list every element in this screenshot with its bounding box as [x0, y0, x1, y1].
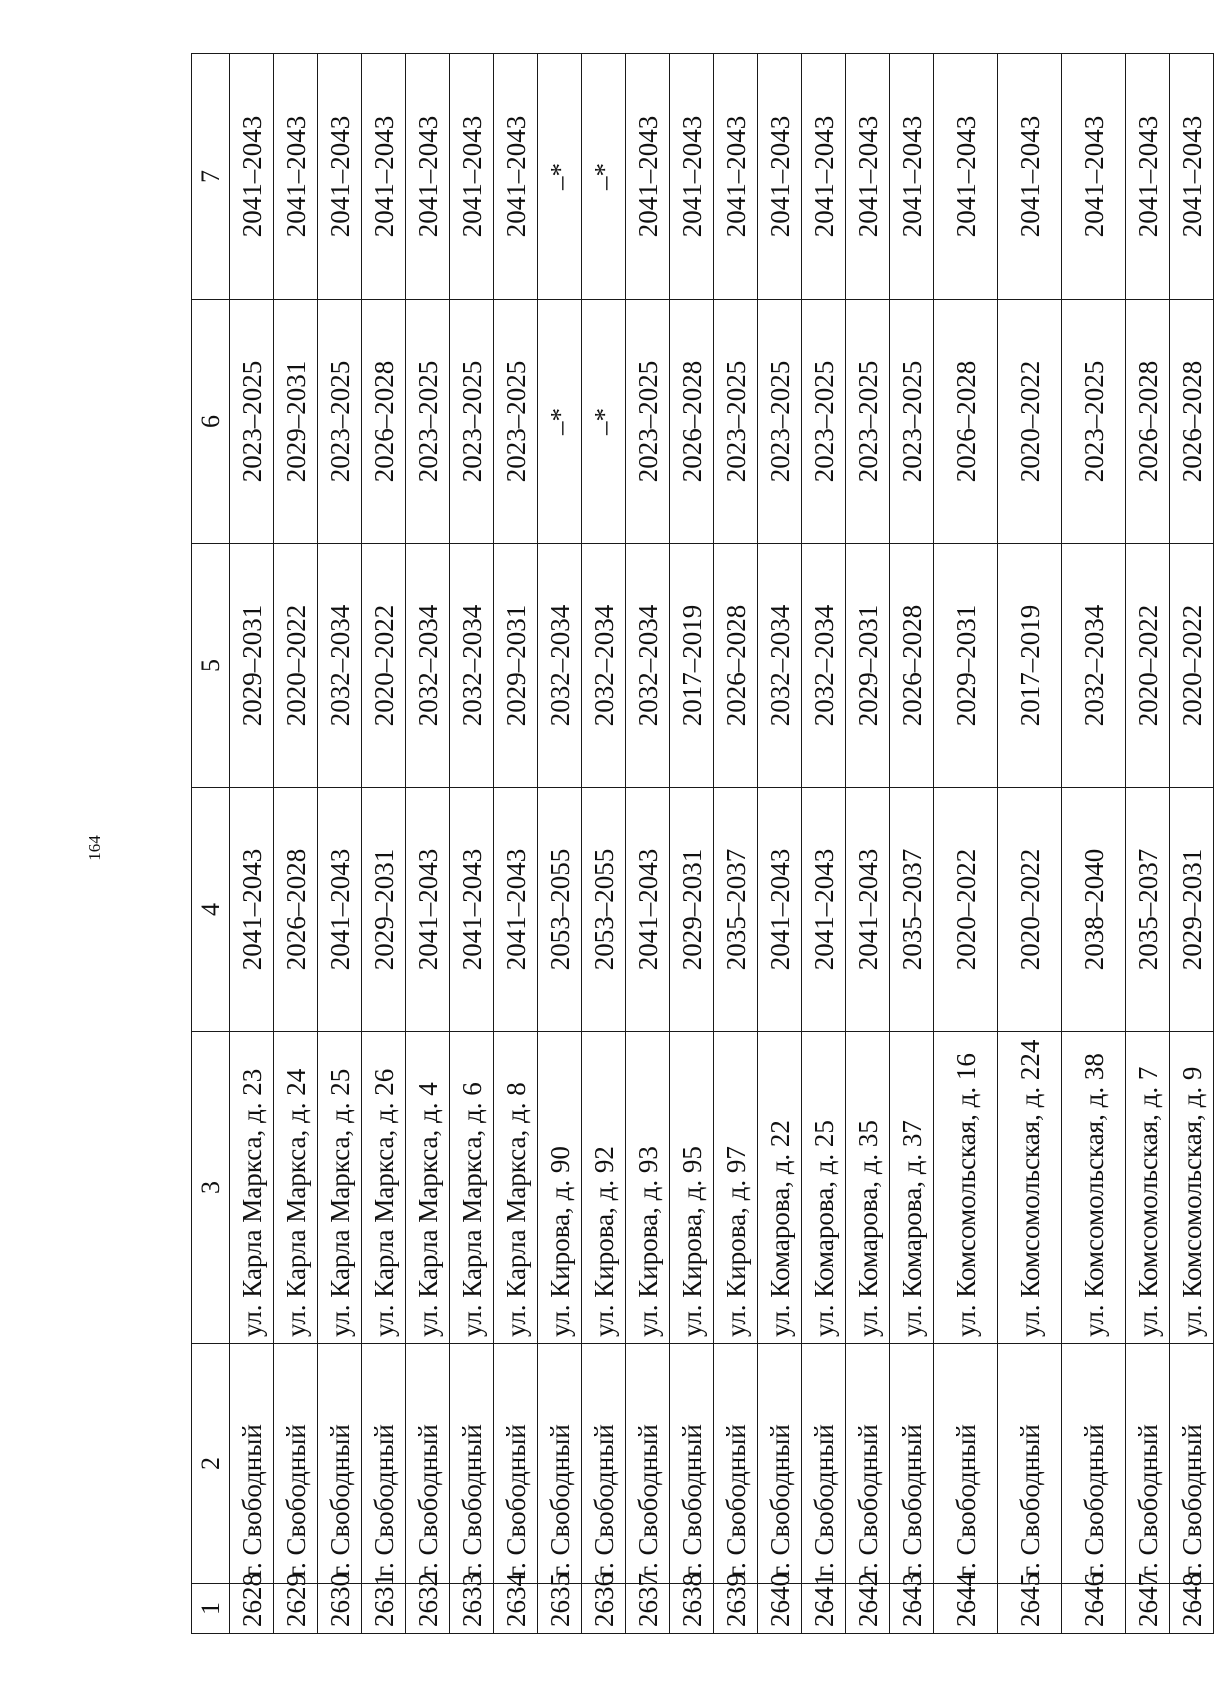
city-cell: г. Свободный [1126, 1344, 1170, 1584]
city-cell: г. Свободный [934, 1344, 998, 1584]
period-col4-cell: 2041–2043 [846, 788, 890, 1032]
period-col6-cell: 2026–2028 [934, 300, 998, 544]
period-col4-cell: 2035–2037 [890, 788, 934, 1032]
period-col7-cell: 2041–2043 [758, 54, 802, 300]
period-col5-cell: 2020–2022 [1170, 544, 1214, 788]
period-col6-cell: 2020–2022 [998, 300, 1062, 544]
register-table-container [191, 54, 1207, 1634]
address-cell: ул. Комсомольская, д. 224 [998, 1032, 1062, 1344]
period-col7-cell: 2041–2043 [802, 54, 846, 300]
period-col5-cell: 2032–2034 [802, 544, 846, 788]
table-row [846, 54, 890, 1634]
table-row [758, 54, 802, 1634]
period-col4-cell: 2029–2031 [1170, 788, 1214, 1032]
address-cell: ул. Карла Маркса, д. 4 [406, 1032, 450, 1344]
period-col6-cell: 2023–2025 [1062, 300, 1126, 544]
table-row [934, 54, 998, 1634]
period-col6-cell: 2023–2025 [494, 300, 538, 544]
period-col6-cell: 2023–2025 [714, 300, 758, 544]
period-col4-cell: 2041–2043 [758, 788, 802, 1032]
period-col4-cell: 2053–2055 [538, 788, 582, 1032]
period-col4-cell: 2038–2040 [1062, 788, 1126, 1032]
period-col5-cell: 2029–2031 [494, 544, 538, 788]
period-col6-cell: –* [538, 300, 582, 544]
address-cell: ул. Комарова, д. 37 [890, 1032, 934, 1344]
period-col7-cell: 2041–2043 [670, 54, 714, 300]
city-cell: г. Свободный [538, 1344, 582, 1584]
period-col6-cell: 2023–2025 [626, 300, 670, 544]
table-row [450, 54, 494, 1634]
city-cell: г. Свободный [714, 1344, 758, 1584]
row-number: 2642 [846, 1584, 890, 1634]
period-col7-cell: 2041–2043 [362, 54, 406, 300]
table-row [1062, 54, 1126, 1634]
city-cell: г. Свободный [450, 1344, 494, 1584]
period-col6-cell: 2023–2025 [450, 300, 494, 544]
row-number: 2628 [230, 1584, 274, 1634]
period-col4-cell: 2041–2043 [494, 788, 538, 1032]
row-number: 2629 [274, 1584, 318, 1634]
city-cell: г. Свободный [274, 1344, 318, 1584]
period-col4-cell: 2020–2022 [998, 788, 1062, 1032]
table-row [1170, 54, 1214, 1634]
address-cell: ул. Комарова, д. 25 [802, 1032, 846, 1344]
period-col4-cell: 2053–2055 [582, 788, 626, 1032]
period-col6-cell: 2023–2025 [406, 300, 450, 544]
header-cell-3: 3 [192, 1032, 230, 1344]
period-col4-cell: 2029–2031 [670, 788, 714, 1032]
table-row [582, 54, 626, 1634]
header-cell-6: 6 [192, 300, 230, 544]
address-cell: ул. Карла Маркса, д. 8 [494, 1032, 538, 1344]
table-row [494, 54, 538, 1634]
address-cell: ул. Комарова, д. 35 [846, 1032, 890, 1344]
period-col6-cell: 2026–2028 [362, 300, 406, 544]
period-col5-cell: 2020–2022 [1126, 544, 1170, 788]
address-cell: ул. Комсомольская, д. 38 [1062, 1032, 1126, 1344]
period-col7-cell: 2041–2043 [450, 54, 494, 300]
address-cell: ул. Кирова, д. 92 [582, 1032, 626, 1344]
period-col5-cell: 2032–2034 [450, 544, 494, 788]
period-col5-cell: 2032–2034 [1062, 544, 1126, 788]
period-col4-cell: 2035–2037 [714, 788, 758, 1032]
period-col6-cell: 2023–2025 [846, 300, 890, 544]
row-number: 2632 [406, 1584, 450, 1634]
period-col7-cell: 2041–2043 [890, 54, 934, 300]
period-col7-cell: 2041–2043 [998, 54, 1062, 300]
table-row [670, 54, 714, 1634]
row-number: 2645 [998, 1584, 1062, 1634]
row-number: 2638 [670, 1584, 714, 1634]
row-number: 2636 [582, 1584, 626, 1634]
period-col5-cell: 2029–2031 [934, 544, 998, 788]
period-col4-cell: 2020–2022 [934, 788, 998, 1032]
row-number: 2646 [1062, 1584, 1126, 1634]
address-cell: ул. Кирова, д. 90 [538, 1032, 582, 1344]
period-col4-cell: 2035–2037 [1126, 788, 1170, 1032]
period-col6-cell: 2029–2031 [274, 300, 318, 544]
period-col4-cell: 2029–2031 [362, 788, 406, 1032]
row-number: 2634 [494, 1584, 538, 1634]
row-number: 2631 [362, 1584, 406, 1634]
period-col7-cell: 2041–2043 [494, 54, 538, 300]
period-col7-cell: 2041–2043 [934, 54, 998, 300]
table-row [802, 54, 846, 1634]
period-col6-cell: 2026–2028 [1126, 300, 1170, 544]
period-col6-cell: 2026–2028 [1170, 300, 1214, 544]
row-number: 2641 [802, 1584, 846, 1634]
period-col4-cell: 2041–2043 [318, 788, 362, 1032]
address-cell: ул. Кирова, д. 97 [714, 1032, 758, 1344]
address-cell: ул. Комсомольская, д. 7 [1126, 1032, 1170, 1344]
table-row [274, 54, 318, 1634]
period-col4-cell: 2041–2043 [406, 788, 450, 1032]
period-col7-cell: –* [582, 54, 626, 300]
period-col5-cell: 2020–2022 [274, 544, 318, 788]
city-cell: г. Свободный [846, 1344, 890, 1584]
table-row [538, 54, 582, 1634]
table-row [406, 54, 450, 1634]
address-cell: ул. Карла Маркса, д. 23 [230, 1032, 274, 1344]
period-col7-cell: –* [538, 54, 582, 300]
period-col4-cell: 2041–2043 [626, 788, 670, 1032]
city-cell: г. Свободный [670, 1344, 714, 1584]
table-row [714, 54, 758, 1634]
period-col7-cell: 2041–2043 [626, 54, 670, 300]
period-col7-cell: 2041–2043 [230, 54, 274, 300]
city-cell: г. Свободный [890, 1344, 934, 1584]
header-cell-7: 7 [192, 54, 230, 300]
period-col5-cell: 2026–2028 [714, 544, 758, 788]
period-col4-cell: 2026–2028 [274, 788, 318, 1032]
city-cell: г. Свободный [1170, 1344, 1214, 1584]
period-col7-cell: 2041–2043 [714, 54, 758, 300]
table-row [998, 54, 1062, 1634]
city-cell: г. Свободный [998, 1344, 1062, 1584]
address-cell: ул. Карла Маркса, д. 25 [318, 1032, 362, 1344]
header-cell-1: 1 [192, 1584, 230, 1634]
city-cell: г. Свободный [362, 1344, 406, 1584]
table-row [318, 54, 362, 1634]
row-number: 2630 [318, 1584, 362, 1634]
row-number: 2644 [934, 1584, 998, 1634]
period-col7-cell: 2041–2043 [274, 54, 318, 300]
period-col4-cell: 2041–2043 [802, 788, 846, 1032]
period-col6-cell: 2023–2025 [318, 300, 362, 544]
period-col4-cell: 2041–2043 [450, 788, 494, 1032]
city-cell: г. Свободный [802, 1344, 846, 1584]
address-cell: ул. Комсомольская, д. 9 [1170, 1032, 1214, 1344]
table-row [626, 54, 670, 1634]
period-col7-cell: 2041–2043 [318, 54, 362, 300]
period-col5-cell: 2032–2034 [538, 544, 582, 788]
address-cell: ул. Кирова, д. 93 [626, 1032, 670, 1344]
period-col6-cell: 2023–2025 [230, 300, 274, 544]
address-cell: ул. Карла Маркса, д. 24 [274, 1032, 318, 1344]
period-col5-cell: 2032–2034 [318, 544, 362, 788]
address-cell: ул. Комарова, д. 22 [758, 1032, 802, 1344]
address-cell: ул. Комсомольская, д. 16 [934, 1032, 998, 1344]
period-col6-cell: 2023–2025 [890, 300, 934, 544]
period-col5-cell: 2032–2034 [626, 544, 670, 788]
period-col5-cell: 2017–2019 [670, 544, 714, 788]
city-cell: г. Свободный [626, 1344, 670, 1584]
period-col5-cell: 2020–2022 [362, 544, 406, 788]
row-number: 2635 [538, 1584, 582, 1634]
address-cell: ул. Кирова, д. 95 [670, 1032, 714, 1344]
city-cell: г. Свободный [1062, 1344, 1126, 1584]
address-cell: ул. Карла Маркса, д. 26 [362, 1032, 406, 1344]
row-number: 2639 [714, 1584, 758, 1634]
row-number: 2637 [626, 1584, 670, 1634]
table-row [230, 54, 274, 1634]
period-col5-cell: 2026–2028 [890, 544, 934, 788]
row-number: 2648 [1170, 1584, 1214, 1634]
period-col5-cell: 2017–2019 [998, 544, 1062, 788]
period-col5-cell: 2029–2031 [230, 544, 274, 788]
header-row [192, 54, 230, 1634]
period-col6-cell: 2023–2025 [802, 300, 846, 544]
table-row [362, 54, 406, 1634]
period-col5-cell: 2032–2034 [582, 544, 626, 788]
period-col7-cell: 2041–2043 [1062, 54, 1126, 300]
row-number: 2647 [1126, 1584, 1170, 1634]
page-number: 164 [85, 835, 104, 861]
period-col7-cell: 2041–2043 [1170, 54, 1214, 300]
table-row [890, 54, 934, 1634]
header-cell-4: 4 [192, 788, 230, 1032]
city-cell: г. Свободный [318, 1344, 362, 1584]
header-cell-2: 2 [192, 1344, 230, 1584]
city-cell: г. Свободный [230, 1344, 274, 1584]
period-col5-cell: 2032–2034 [406, 544, 450, 788]
city-cell: г. Свободный [494, 1344, 538, 1584]
city-cell: г. Свободный [758, 1344, 802, 1584]
row-number: 2633 [450, 1584, 494, 1634]
row-number: 2640 [758, 1584, 802, 1634]
table-row [1126, 54, 1170, 1634]
row-number: 2643 [890, 1584, 934, 1634]
period-col6-cell: –* [582, 300, 626, 544]
period-col5-cell: 2029–2031 [846, 544, 890, 788]
city-cell: г. Свободный [406, 1344, 450, 1584]
period-col7-cell: 2041–2043 [1126, 54, 1170, 300]
period-col7-cell: 2041–2043 [406, 54, 450, 300]
period-col7-cell: 2041–2043 [846, 54, 890, 300]
period-col4-cell: 2041–2043 [230, 788, 274, 1032]
address-cell: ул. Карла Маркса, д. 6 [450, 1032, 494, 1344]
city-cell: г. Свободный [582, 1344, 626, 1584]
header-cell-5: 5 [192, 544, 230, 788]
register-table [191, 53, 1214, 1634]
period-col5-cell: 2032–2034 [758, 544, 802, 788]
period-col6-cell: 2023–2025 [758, 300, 802, 544]
period-col6-cell: 2026–2028 [670, 300, 714, 544]
